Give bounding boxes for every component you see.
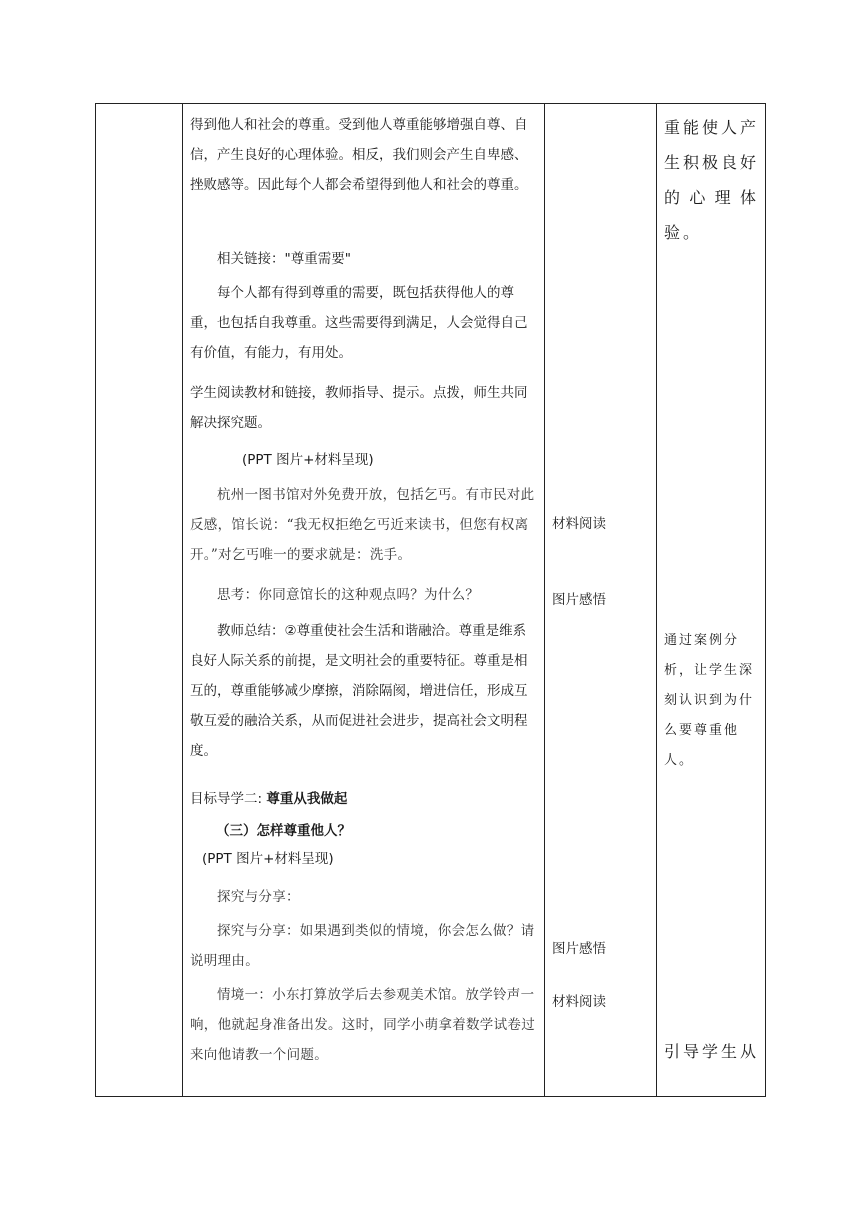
media-note: (PPT 图片+材料呈现): [242, 452, 374, 468]
activity-label: 材料阅读: [552, 994, 606, 1010]
intent-note: 引导学生从: [664, 1042, 760, 1061]
think-question: 思考：你同意馆长的这种观点吗？为什么？: [217, 587, 480, 603]
learning-goal-two: [190, 784, 536, 814]
design-intent-cell: [656, 104, 767, 1096]
scenario-one: 情境一：小东打算放学后去参观美术馆。放学铃声一响，他就起身准备出发。这时，同学小萌拿着数学试卷过来向他请教一个问题。: [190, 987, 535, 1063]
lesson-table: [95, 103, 766, 1097]
content-paragraph: 每个人都有得到尊重的需要，既包括获得他人的尊重，也包括自我尊重。这些需要得到满足，人会觉得自己有价值，有能力，有用处。: [190, 285, 528, 361]
case-material: 杭州一图书馆对外免费开放，包括乞丐。有市民对此反感，馆长说：“我无权拒绝乞丐近来读书，但您有权离开。”对乞丐唯一的要求就是：洗手。: [190, 487, 535, 563]
activity-label: 图片感悟: [552, 941, 606, 957]
student-activity-cell: [544, 104, 656, 1096]
content-paragraph: 得到他人和社会的尊重。受到他人尊重能够增强自尊、自信，产生良好的心理体验。相反，我们则会产生自卑感、挫败感等。因此每个人都会希望得到他人和社会的尊重。: [190, 117, 528, 193]
intent-note: 通过案例分析，让学生深刻认识到为什么要尊重他人。: [664, 633, 755, 768]
teacher-summary: 教师总结：②尊重使社会生活和谐融洽。尊重是维系良好人际关系的前提，是文明社会的重要特征。尊重是相互的，尊重能够减少摩擦，消除隔阂，增进信任，形成互敬互爱的融洽关系，从而促进社会进步，提高社会文明程度。: [190, 623, 528, 759]
goal-label: 目标导学二:: [190, 791, 263, 807]
intent-note: 重能使人产生积极良好的心理体验。: [664, 118, 760, 242]
media-note: (PPT 图片+材料呈现): [202, 851, 334, 867]
blank-column-cell: [96, 104, 182, 1096]
related-link-heading: 相关链接："尊重需要": [217, 251, 351, 267]
activity-label: 材料阅读: [552, 516, 606, 532]
section-heading: （三）怎样尊重他人？: [216, 823, 351, 839]
explore-share-heading: 探究与分享：: [217, 889, 300, 905]
teaching-content-cell: [182, 104, 544, 1096]
content-paragraph: 学生阅读教材和链接，教师指导、提示。点拨，师生共同解决探究题。: [190, 385, 528, 431]
activity-label: 图片感悟: [552, 592, 606, 608]
explore-share-question: 探究与分享：如果遇到类似的情境，你会怎么做？请说明理由。: [190, 923, 535, 969]
goal-title: 尊重从我做起: [266, 791, 348, 807]
